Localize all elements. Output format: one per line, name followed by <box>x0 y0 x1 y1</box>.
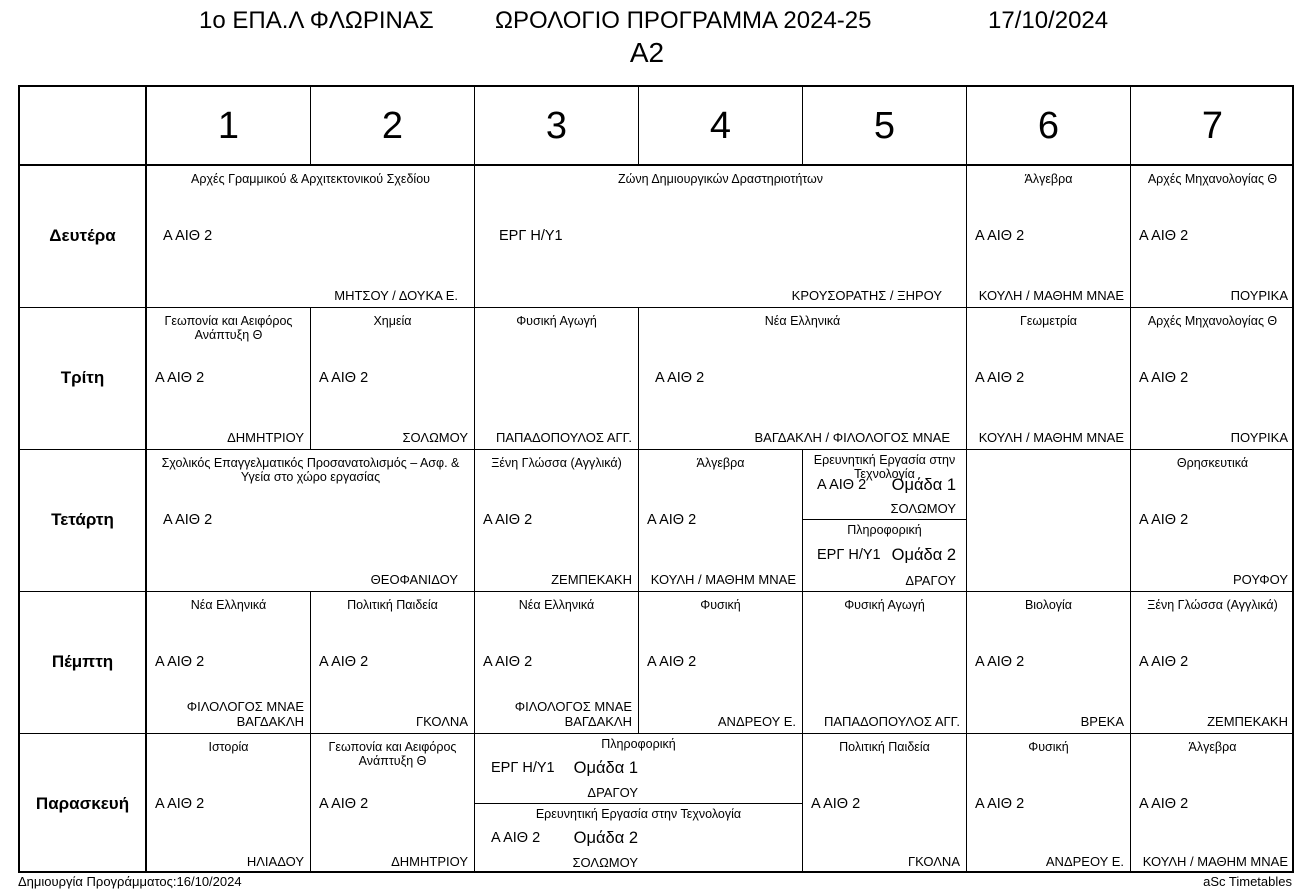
lesson-room: Α ΑΙΘ 2 <box>1139 228 1189 244</box>
day-label: Τρίτη <box>60 368 105 387</box>
lesson-group: Ομάδα 2 <box>891 546 956 564</box>
lesson-cell[interactable] <box>803 734 966 873</box>
teacher-line: ΒΑΓΔΑΚΛΗ <box>236 714 304 729</box>
lesson-cell[interactable] <box>639 592 802 733</box>
lesson-subject: Ξένη Γλώσσα (Αγγλικά) <box>491 456 622 470</box>
lesson-room: Α ΑΙΘ 2 <box>319 370 369 386</box>
lesson-cell[interactable] <box>967 450 1294 591</box>
lesson-subject: Ερευνητική Εργασία στην Τεχνολογία <box>813 453 956 481</box>
lesson-subject: Γεωμετρία <box>1019 314 1078 328</box>
lesson-room: Α ΑΙΘ 2 <box>975 370 1025 386</box>
lesson-subject: Σχολικός Επαγγελματικός Προσανατολισμός – Ασφ. & Υγεία στο χώρο εργασίας <box>161 456 460 484</box>
lesson-teacher: ΠΟΥΡΙΚΑ <box>1230 430 1288 445</box>
lesson-cell[interactable] <box>147 734 310 873</box>
lesson-cell[interactable] <box>475 734 802 803</box>
lesson-subject: Ζώνη Δημιουργικών Δραστηριοτήτων <box>617 172 824 186</box>
day-label: Παρασκευή <box>35 794 130 813</box>
lesson-subject: Νέα Ελληνικά <box>190 598 267 612</box>
lesson-cell[interactable] <box>311 308 474 449</box>
lesson-teacher: ΔΡΑΓΟΥ <box>587 785 638 800</box>
lesson-teacher: ΔΡΑΓΟΥ <box>905 573 956 588</box>
lesson-room: Α ΑΙΘ 2 <box>1139 654 1189 670</box>
lesson-cell[interactable] <box>147 450 474 591</box>
lesson-subject: Ξένη Γλώσσα (Αγγλικά) <box>1147 598 1278 612</box>
lesson-cell[interactable] <box>311 734 474 873</box>
lesson-room: ΕΡΓ Η/Υ1 <box>491 760 555 776</box>
lesson-subject: Πολιτική Παιδεία <box>347 598 438 612</box>
lesson-teacher: ΚΟΥΛΗ / ΜΑΘΗΜ ΜΝΑΕ <box>978 288 1124 303</box>
lesson-teacher: ΑΝΔΡΕΟΥ Ε. <box>1045 854 1124 869</box>
lesson-group: Ομάδα 1 <box>891 476 956 494</box>
day-label: Δευτέρα <box>49 226 116 245</box>
period-header: 6 <box>1037 105 1060 147</box>
lesson-room: Α ΑΙΘ 2 <box>155 796 205 812</box>
lesson-room: Α ΑΙΘ 2 <box>817 477 867 493</box>
lesson-cell[interactable] <box>967 308 1130 449</box>
lesson-teacher: ΔΗΜΗΤΡΙΟΥ <box>227 430 304 445</box>
lesson-teacher: ΓΚΟΛΝΑ <box>907 854 960 869</box>
lesson-room: Α ΑΙΘ 2 <box>155 654 205 670</box>
lesson-teacher: ΒΑΓΔΑΚΛΗ / ΦΙΛΟΛΟΓΟΣ ΜΝΑΕ <box>754 430 950 445</box>
lesson-cell[interactable] <box>1131 734 1294 873</box>
lesson-subject: Φυσική Αγωγή <box>516 314 597 328</box>
lesson-subject: Πολιτική Παιδεία <box>839 740 930 754</box>
teacher-line: ΒΑΓΔΑΚΛΗ <box>564 714 632 729</box>
lesson-room: Α ΑΙΘ 2 <box>155 370 205 386</box>
lesson-room: Α ΑΙΘ 2 <box>491 830 541 846</box>
lesson-teacher <box>187 699 304 729</box>
lesson-teacher: ΡΟΥΦΟΥ <box>1232 572 1288 587</box>
lesson-teacher: ΜΗΤΣΟΥ / ΔΟΥΚΑ Ε. <box>334 288 458 303</box>
lesson-teacher: ΚΡΟΥΣΟΡΑΤΗΣ / ΞΗΡΟΥ <box>791 288 942 303</box>
lesson-room: Α ΑΙΘ 2 <box>319 654 369 670</box>
lesson-room: Α ΑΙΘ 2 <box>975 228 1025 244</box>
lesson-cell[interactable] <box>475 804 802 873</box>
lesson-subject: Γεωπονία και Αειφόρος Ανάπτυξη Θ <box>164 314 293 342</box>
period-header: 7 <box>1201 105 1224 147</box>
lesson-teacher: ΖΕΜΠΕΚΑΚΗ <box>551 572 632 587</box>
lesson-teacher: ΣΟΛΩΜΟΥ <box>890 501 956 516</box>
teacher-line: ΦΙΛΟΛΟΓΟΣ ΜΝΑΕ <box>514 699 632 714</box>
day-label: Τετάρτη <box>51 510 114 529</box>
day-label: Πέμπτη <box>51 652 114 671</box>
period-header: 4 <box>709 105 732 147</box>
lesson-room: ΕΡΓ Η/Υ1 <box>499 228 563 244</box>
lesson-cell[interactable] <box>639 450 802 591</box>
lesson-cell[interactable] <box>475 450 638 591</box>
school-name: 1ο ΕΠΑ.Λ ΦΛΩΡΙΝΑΣ <box>199 7 434 34</box>
lesson-teacher: ΖΕΜΠΕΚΑΚΗ <box>1207 714 1288 729</box>
footer-software: aSc Timetables <box>1203 874 1292 889</box>
lesson-subject: Φυσική <box>1028 740 1069 754</box>
lesson-teacher: ΚΟΥΛΗ / ΜΑΘΗΜ ΜΝΑΕ <box>978 430 1124 445</box>
lesson-cell[interactable] <box>475 308 638 449</box>
lesson-room: Α ΑΙΘ 2 <box>647 512 697 528</box>
lesson-group: Ομάδα 2 <box>573 829 638 847</box>
lesson-subject: Θρησκευτικά <box>1176 456 1249 470</box>
lesson-subject: Άλγεβρα <box>1024 172 1073 186</box>
lesson-cell[interactable] <box>803 592 966 733</box>
lesson-teacher: ΣΟΛΩΜΟΥ <box>572 855 638 870</box>
lesson-room: Α ΑΙΘ 2 <box>1139 370 1189 386</box>
timetable-date: 17/10/2024 <box>988 7 1109 34</box>
lesson-teacher: ΠΟΥΡΙΚΑ <box>1230 288 1288 303</box>
lesson-room: Α ΑΙΘ 2 <box>811 796 861 812</box>
lesson-subject: Φυσική Αγωγή <box>844 598 925 612</box>
lesson-cell[interactable] <box>1131 592 1294 733</box>
lesson-subject: Νέα Ελληνικά <box>764 314 841 328</box>
lesson-teacher: ΠΑΠΑΔΟΠΟΥΛΟΣ ΑΓΓ. <box>823 714 960 729</box>
teacher-line: ΦΙΛΟΛΟΓΟΣ ΜΝΑΕ <box>186 699 304 714</box>
lesson-teacher: ΔΗΜΗΤΡΙΟΥ <box>391 854 468 869</box>
period-header: 3 <box>545 105 568 147</box>
lesson-cell[interactable] <box>803 450 966 519</box>
lesson-subject: Άλγεβρα <box>696 456 745 470</box>
lesson-cell[interactable] <box>147 308 310 449</box>
period-header: 1 <box>217 105 240 147</box>
lesson-subject: Άλγεβρα <box>1188 740 1237 754</box>
lesson-cell[interactable] <box>1131 308 1294 449</box>
period-header: 2 <box>381 105 404 147</box>
lesson-teacher: ΑΝΔΡΕΟΥ Ε. <box>717 714 796 729</box>
lesson-subject: Πληροφορική <box>847 523 922 537</box>
lesson-cell[interactable] <box>803 520 966 591</box>
lesson-subject: Ερευνητική Εργασία στην Τεχνολογία <box>535 807 742 821</box>
lesson-subject: Χημεία <box>373 314 412 328</box>
lesson-room: ΕΡΓ Η/Υ1 <box>817 547 881 563</box>
lesson-room: Α ΑΙΘ 2 <box>1139 796 1189 812</box>
lesson-teacher: ΒΡΕΚΑ <box>1080 714 1124 729</box>
lesson-room: Α ΑΙΘ 2 <box>483 654 533 670</box>
lesson-teacher: ΓΚΟΛΝΑ <box>415 714 468 729</box>
lesson-group: Ομάδα 1 <box>573 759 638 777</box>
lesson-subject: Πληροφορική <box>601 737 676 751</box>
lesson-subject: Γεωπονία και Αειφόρος Ανάπτυξη Θ <box>328 740 457 768</box>
lesson-teacher: ΘΕΟΦΑΝΙΔΟΥ <box>370 572 458 587</box>
lesson-subject: Νέα Ελληνικά <box>518 598 595 612</box>
lesson-room: Α ΑΙΘ 2 <box>163 228 213 244</box>
lesson-subject: Αρχές Μηχανολογίας Θ <box>1147 314 1278 328</box>
lesson-room: Α ΑΙΘ 2 <box>647 654 697 670</box>
lesson-subject: Ιστορία <box>208 740 249 754</box>
footer-created: Δημιουργία Προγράμματος:16/10/2024 <box>18 874 242 889</box>
lesson-subject: Φυσική <box>700 598 741 612</box>
lesson-room: Α ΑΙΘ 2 <box>483 512 533 528</box>
lesson-room: Α ΑΙΘ 2 <box>163 512 213 528</box>
lesson-cell[interactable] <box>475 166 966 307</box>
lesson-subject: Αρχές Μηχανολογίας Θ <box>1147 172 1278 186</box>
lesson-cell[interactable] <box>311 592 474 733</box>
lesson-room: Α ΑΙΘ 2 <box>319 796 369 812</box>
lesson-cell[interactable] <box>475 592 638 733</box>
lesson-cell[interactable] <box>967 166 1130 307</box>
lesson-teacher: ΚΟΥΛΗ / ΜΑΘΗΜ ΜΝΑΕ <box>1142 854 1288 869</box>
lesson-room: Α ΑΙΘ 2 <box>975 796 1025 812</box>
lesson-teacher: ΠΑΠΑΔΟΠΟΥΛΟΣ ΑΓΓ. <box>495 430 632 445</box>
lesson-cell[interactable] <box>1131 166 1294 307</box>
lesson-room: Α ΑΙΘ 2 <box>975 654 1025 670</box>
class-name: Α2 <box>629 37 665 68</box>
lesson-subject: Βιολογία <box>1024 598 1073 612</box>
lesson-cell[interactable] <box>147 166 474 307</box>
lesson-teacher: ΗΛΙΑΔΟΥ <box>246 854 304 869</box>
lesson-teacher <box>515 699 632 729</box>
lesson-cell[interactable] <box>639 308 966 449</box>
period-header: 5 <box>873 105 896 147</box>
timetable-title: ΩΡΟΛΟΓΙΟ ΠΡΟΓΡΑΜΜΑ 2024-25 <box>495 7 872 34</box>
lesson-teacher: ΣΟΛΩΜΟΥ <box>402 430 468 445</box>
lesson-cell[interactable] <box>967 734 1130 873</box>
lesson-room: Α ΑΙΘ 2 <box>1139 512 1189 528</box>
lesson-subject: Αρχές Γραμμικού & Αρχιτεκτονικού Σχεδίου <box>191 172 430 186</box>
lesson-teacher: ΚΟΥΛΗ / ΜΑΘΗΜ ΜΝΑΕ <box>650 572 796 587</box>
timetable-grid <box>18 85 1294 873</box>
lesson-room: Α ΑΙΘ 2 <box>655 370 705 386</box>
lesson-cell[interactable] <box>147 592 310 733</box>
lesson-cell[interactable] <box>967 592 1130 733</box>
